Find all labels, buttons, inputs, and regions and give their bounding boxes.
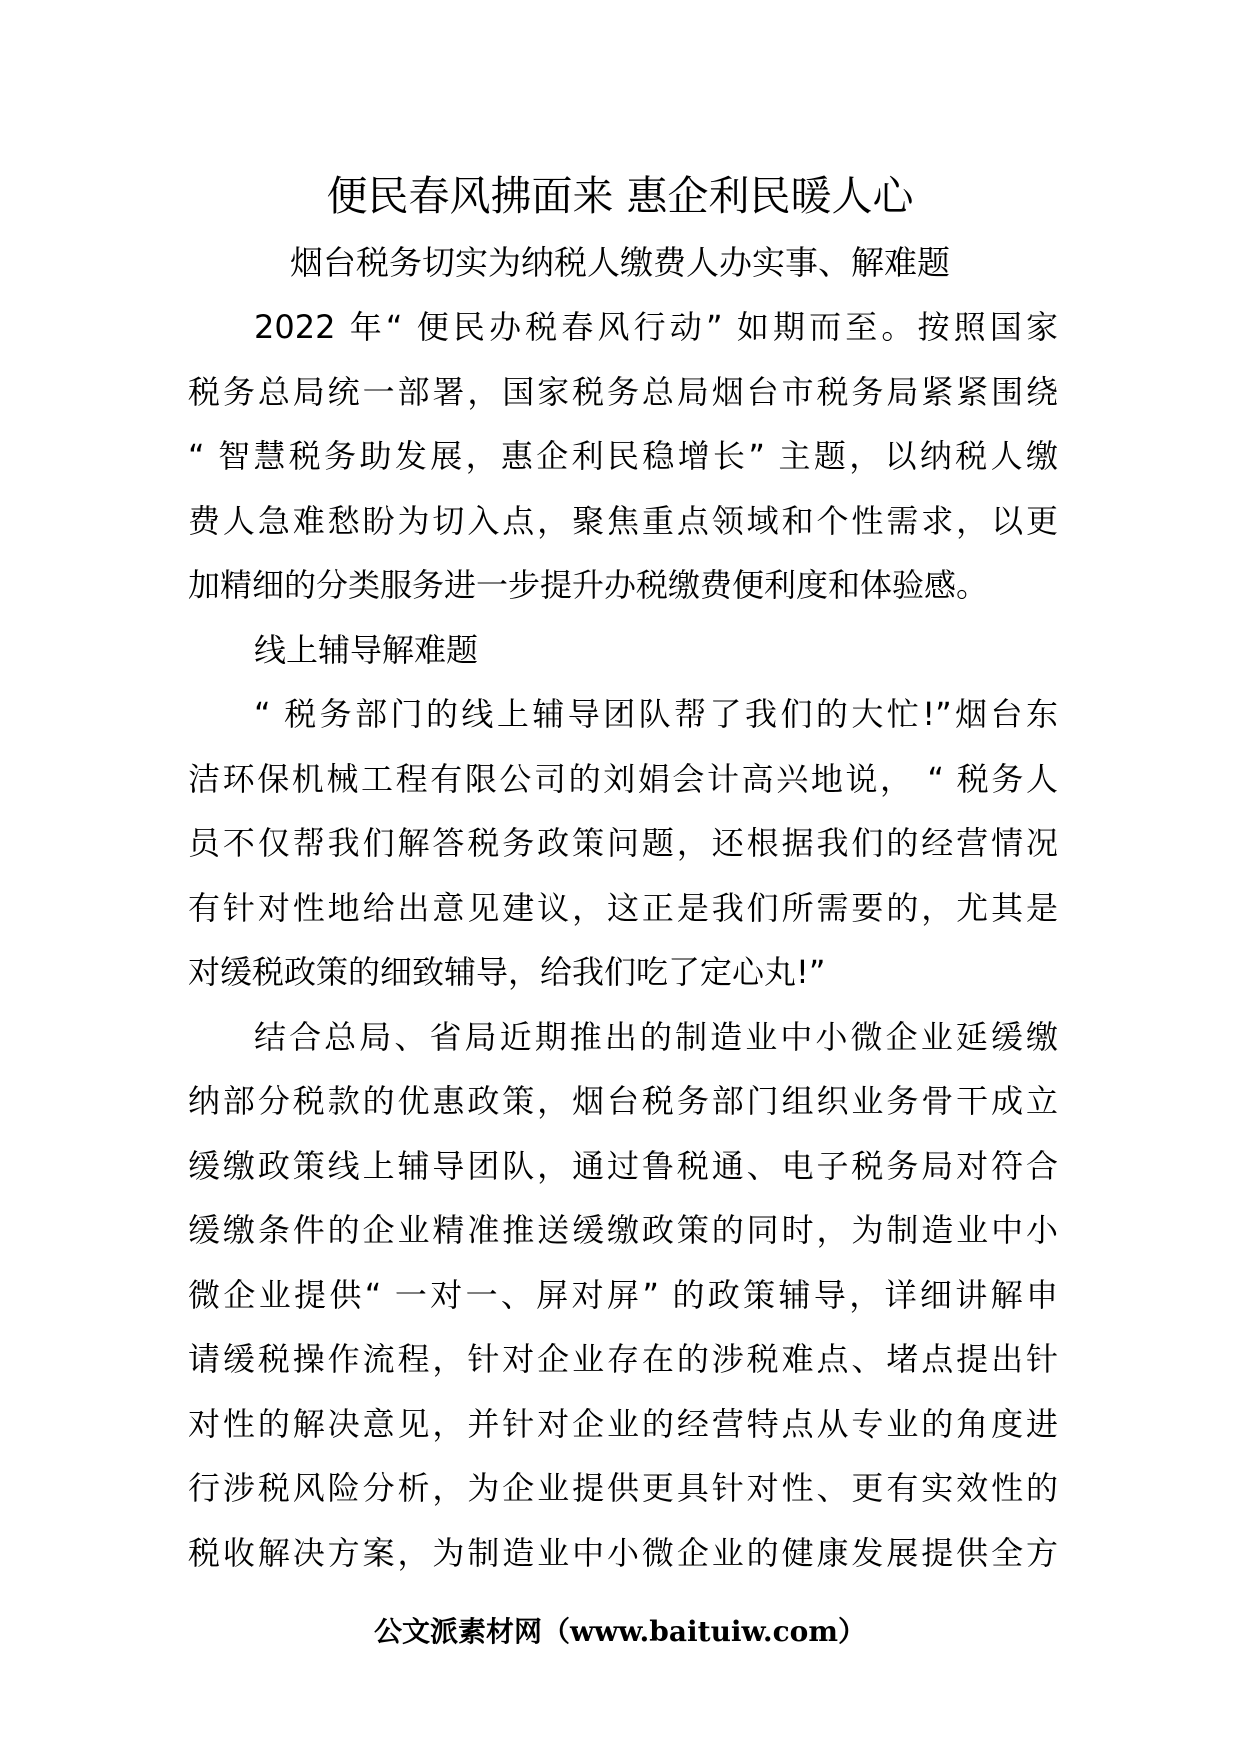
text-line: 线上辅导解难题	[254, 630, 479, 669]
document-title: 便民春风拂面来 惠企利民暖人心	[326, 172, 914, 220]
text-line: 2022 年“ 便民办税春风行动” 如期而至。按照国家	[254, 308, 1058, 346]
text-line: 费人急难愁盼为切入点，聚焦重点领域和个性需求，以更	[188, 501, 1058, 540]
section-heading	[188, 618, 1058, 683]
document-subtitle: 烟台税务切实为纳税人缴费人办实事、解难题	[290, 243, 950, 282]
paragraph	[188, 1005, 1058, 1586]
text-line: 行涉税风险分析，为企业提供更具针对性、更有实效性的	[188, 1469, 1058, 1507]
text-line: 洁环保机械工程有限公司的刘娟会计高兴地说， “ 税务人	[188, 759, 1058, 798]
paragraph	[188, 295, 1058, 618]
text-line: “ 税务部门的线上辅导团队帮了我们的大忙!”烟台东	[254, 695, 1058, 733]
text-line: 员不仅帮我们解答税务政策问题，还根据我们的经营情况	[188, 824, 1058, 862]
text-line: 纳部分税款的优惠政策，烟台税务部门组织业务骨干成立	[188, 1082, 1058, 1120]
text-line: 对缓税政策的细致辅导，给我们吃了定心丸!”	[188, 953, 826, 991]
document-body	[188, 295, 1058, 1585]
footer-watermark: 公文派素材网（www.baituiw.com）	[374, 1615, 866, 1648]
text-line: 结合总局、省局近期推出的制造业中小微企业延缓缴	[254, 1017, 1058, 1056]
text-line: 有针对性地给出意见建议，这正是我们所需要的，尤其是	[188, 888, 1058, 927]
text-line: 缓缴政策线上辅导团队，通过鲁税通、电子税务局对符合	[188, 1146, 1058, 1185]
text-line: 税收解决方案，为制造业中小微企业的健康发展提供全方	[188, 1533, 1058, 1572]
text-line: 加精细的分类服务进一步提升办税缴费便利度和体验感。	[188, 566, 989, 604]
text-line: 微企业提供“ 一对一、屏对屏” 的政策辅导，详细讲解申	[188, 1275, 1058, 1314]
paragraph	[188, 682, 1058, 1005]
text-line: 缓缴条件的企业精准推送缓缴政策的同时，为制造业中小	[188, 1211, 1058, 1249]
text-line: 请缓税操作流程，针对企业存在的涉税难点、堵点提出针	[188, 1340, 1058, 1378]
text-line: 对性的解决意见，并针对企业的经营特点从专业的角度进	[188, 1404, 1058, 1443]
text-line: 税务总局统一部署，国家税务总局烟台市税务局紧紧围绕	[188, 372, 1058, 411]
text-line: “ 智慧税务助发展，惠企利民稳增长” 主题，以纳税人缴	[188, 437, 1058, 475]
